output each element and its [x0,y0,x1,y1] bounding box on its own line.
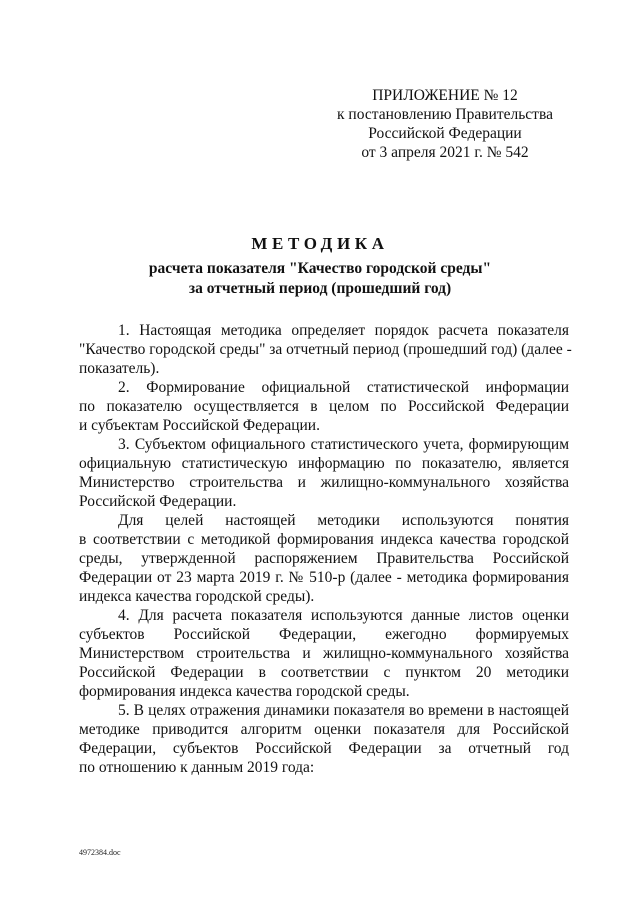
body-line: 1. Настоящая методика определяет порядок расчета показателя [118,322,569,339]
appendix-number: ПРИЛОЖЕНИЕ № 12 [372,87,518,104]
body-line: индекса качества городской среды). [79,588,315,605]
body-line: и субъектам Российской Федерации. [79,417,320,434]
appendix-block [330,86,560,162]
body-line: по показателю осуществляется в целом по Российской Федерации [79,398,569,415]
body-line: методике приводится алгоритм оценки показателя для Российской [79,721,569,738]
subtitle-line: расчета показателя "Качество городской среды" [148,260,492,277]
body-line: Министерство строительства и жилищно-коммунального хозяйства [79,474,569,491]
appendix-resolution: к постановлению Правительства [337,106,553,123]
body-line: Российской Федерации в соответствии с пунктом 20 методики [79,664,569,681]
file-name-footer: 4972384.doc [79,848,121,857]
body-line: Федерации от 23 марта 2019 г. № 510-р (далее - методика формирования [79,569,569,586]
body-line: Для целей настоящей методики используются понятия [118,512,569,529]
body-line: Федерации, субъектов Российской Федерации за отчетный год [79,740,569,757]
body-line: "Качество городской среды" за отчетный период (прошедший год) (далее - [79,341,572,358]
document-title: МЕТОДИКА [251,234,389,253]
document-subtitle [0,259,640,299]
body-line: среды, утвержденной распоряжением Правительства Российской [79,550,569,567]
body-line: официальную статистическую информацию по показателю, является [79,455,569,472]
body-line: в соответствии с методикой формирования индекса качества городской [79,531,569,548]
body-line: 3. Субъектом официального статистического учета, формирующим [118,436,569,453]
body-line: Министерством строительства и жилищно-коммунального хозяйства [79,645,569,662]
body-line: Российской Федерации. [79,493,237,510]
body-line: 5. В целях отражения динамики показателя во времени в настоящей [118,702,569,719]
body-line: 2. Формирование официальной статистической информации [118,379,569,396]
appendix-date-number: от 3 апреля 2021 г. № 542 [361,144,529,161]
document-body [79,321,572,777]
body-line: 4. Для расчета показателя используются данные листов оценки [118,607,569,624]
subtitle-line: за отчетный период (прошедший год) [188,280,452,297]
appendix-federation: Российской Федерации [368,125,522,142]
body-line: показатель). [79,360,160,377]
body-line: формирования индекса качества городской среды. [79,683,410,700]
body-line: по отношению к данным 2019 года: [79,759,315,776]
body-line: субъектов Российской Федерации, ежегодно формируемых [79,626,569,643]
